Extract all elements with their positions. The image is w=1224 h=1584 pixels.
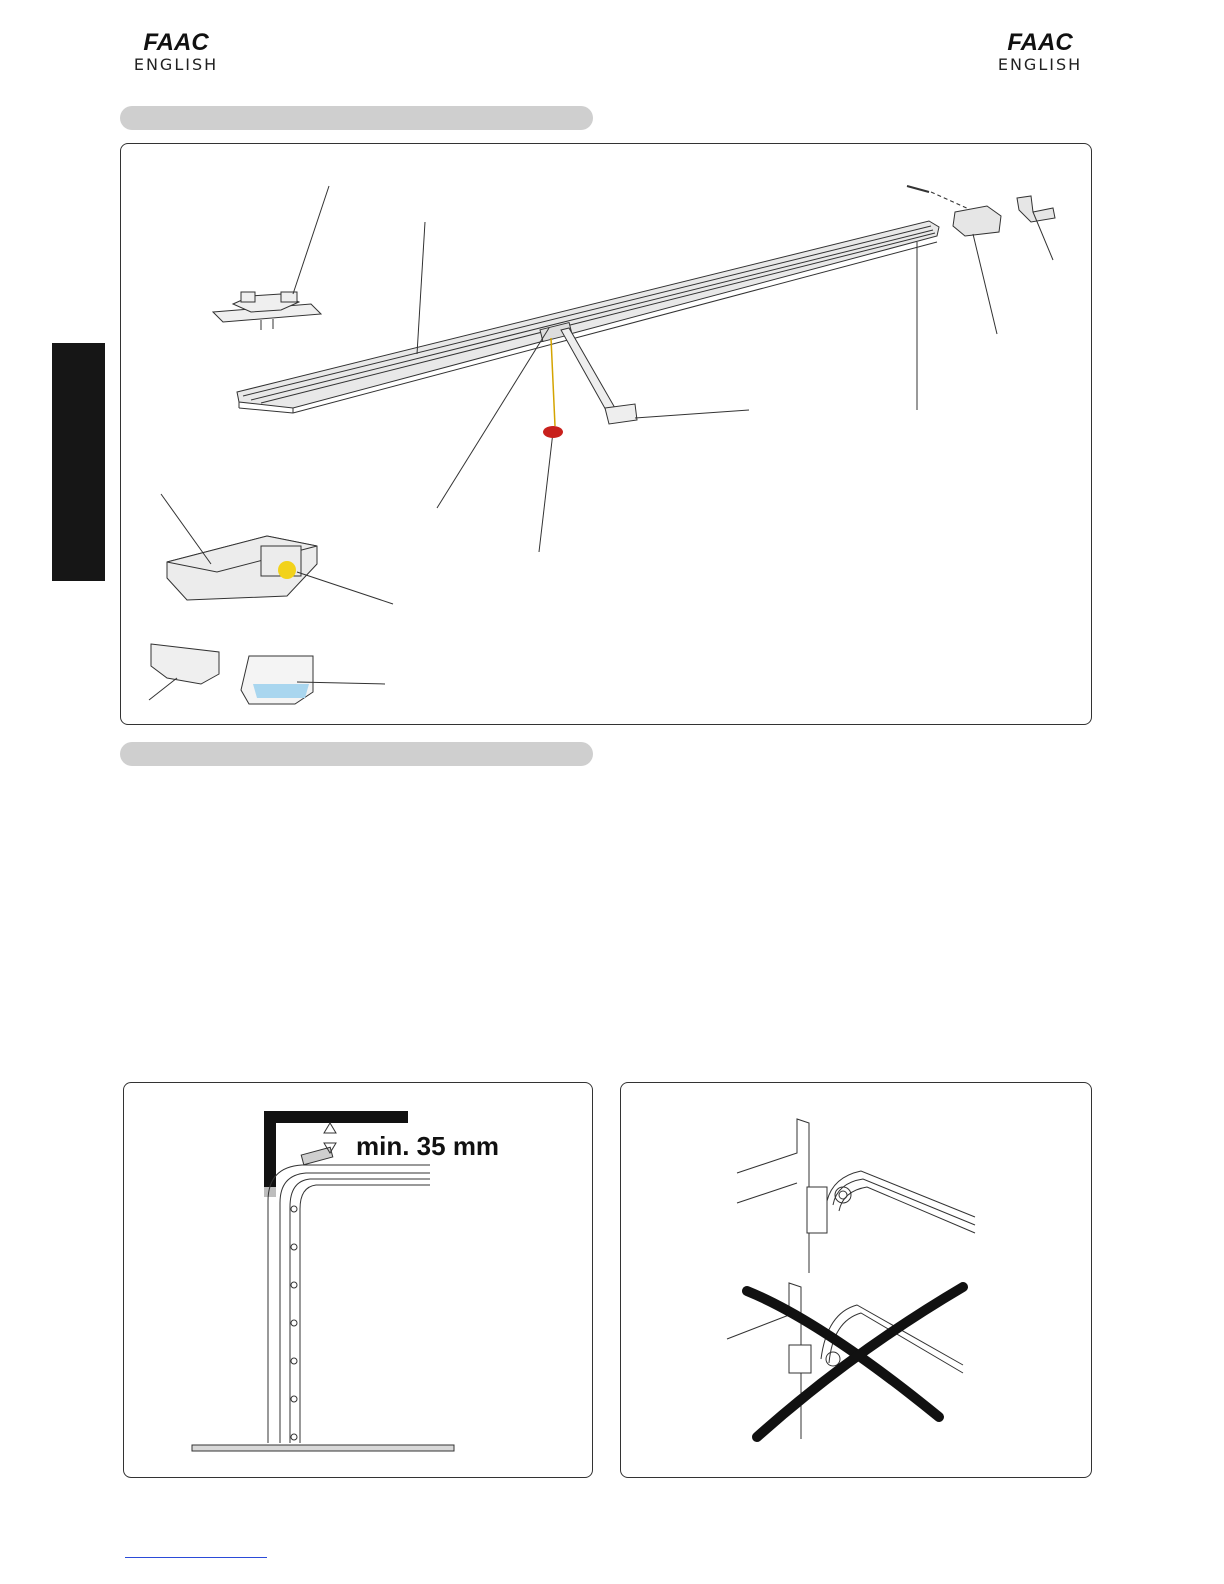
faac-logo-mark [996, 30, 1084, 54]
faac-logo-mark [132, 30, 220, 54]
header-bracket [953, 206, 1001, 236]
ceiling-bracket [213, 292, 321, 330]
floor [192, 1445, 454, 1451]
leader-lines [149, 186, 1053, 700]
correct-installation [737, 1119, 975, 1273]
brand-name: FAAC [1007, 30, 1073, 54]
faac-logo-right [980, 30, 1100, 74]
clearance-figure-panel [123, 1082, 593, 1478]
faac-logo-left [116, 30, 236, 74]
section-header-bar [120, 742, 593, 766]
release-cord [551, 338, 555, 426]
clearance-label: min. 35 mm [356, 1131, 500, 1161]
guide-rail [237, 221, 939, 413]
brand-name: FAAC [143, 30, 209, 54]
cross-mark-icon [747, 1287, 963, 1437]
release-knob [543, 426, 563, 438]
highlight-marker [278, 561, 296, 579]
language-label: ENGLISH [997, 55, 1083, 74]
wall-gap [264, 1187, 276, 1197]
battery-tray [253, 684, 309, 698]
clearance-figure [124, 1083, 594, 1479]
installation-check-panel [620, 1082, 1092, 1478]
components-diagram-panel [120, 143, 1092, 725]
door-arm [561, 328, 637, 424]
section-header-bar [120, 106, 593, 130]
door-rollers [291, 1206, 297, 1440]
installation-check-figure [621, 1083, 1093, 1479]
footer-link-underline[interactable] [125, 1557, 267, 1558]
bolt [907, 186, 929, 192]
light-cover [151, 644, 219, 684]
language-side-tab [52, 343, 105, 581]
components-diagram [121, 144, 1093, 726]
language-label: ENGLISH [133, 55, 219, 74]
